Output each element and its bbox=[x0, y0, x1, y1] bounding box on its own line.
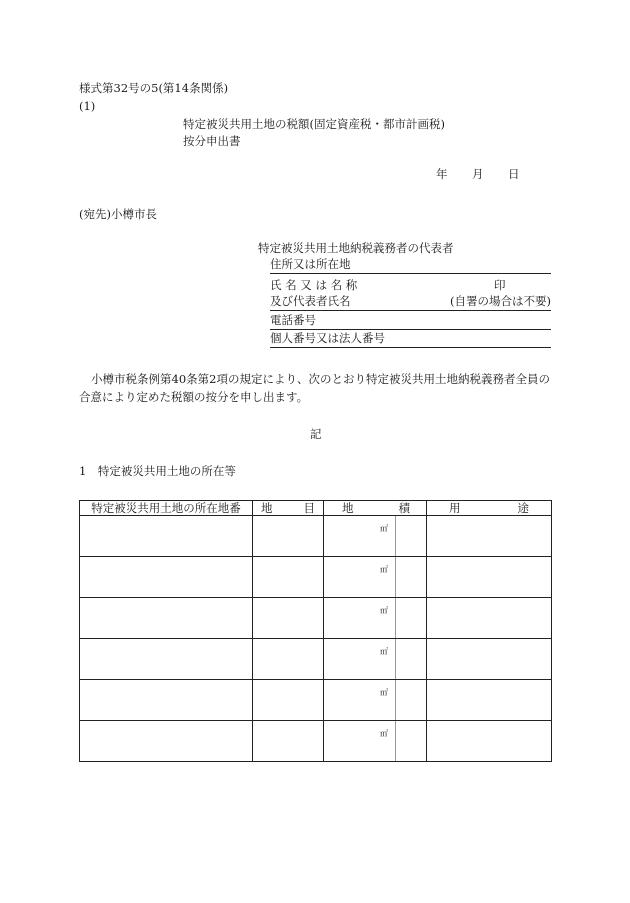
area-unit: ㎡ bbox=[380, 729, 388, 738]
header-use-b: 途 bbox=[517, 501, 529, 515]
area-fraction-cell[interactable] bbox=[396, 721, 427, 762]
addressee: (宛先)小樽市長 bbox=[79, 207, 157, 221]
land-table bbox=[79, 500, 552, 762]
chimoku-cell[interactable] bbox=[253, 721, 324, 762]
date-year: 年 bbox=[436, 167, 448, 181]
area-fraction-cell[interactable] bbox=[396, 680, 427, 721]
item-number: (1) bbox=[79, 99, 96, 113]
table-row bbox=[80, 598, 552, 639]
table-row bbox=[80, 639, 552, 680]
section1-title: 1 特定被災共用土地の所在等 bbox=[79, 464, 236, 478]
area-unit: ㎡ bbox=[380, 688, 388, 697]
location-cell[interactable] bbox=[80, 639, 253, 680]
phone-field[interactable] bbox=[270, 315, 551, 330]
table-row bbox=[80, 721, 552, 762]
area-unit: ㎡ bbox=[380, 647, 388, 656]
header-chimoku-a: 地 bbox=[261, 501, 273, 515]
area-fraction-cell[interactable] bbox=[396, 557, 427, 598]
form-title-line1: 特定被災共用土地の税額(固定資産税・都市計画税) bbox=[183, 117, 445, 131]
signature-note: (自署の場合は不要) bbox=[450, 294, 551, 308]
header-area-b: 積 bbox=[398, 501, 410, 515]
area-fraction-cell[interactable] bbox=[396, 639, 427, 680]
name-label: 氏 名 又 は 名 称 bbox=[270, 278, 358, 292]
id-number-label: 個人番号又は法人番号 bbox=[270, 331, 385, 345]
table-header-row bbox=[80, 501, 552, 516]
chimoku-cell[interactable] bbox=[253, 516, 324, 557]
date-day: 日 bbox=[508, 167, 520, 181]
area-unit: ㎡ bbox=[380, 565, 388, 574]
address-label: 住所又は所在地 bbox=[270, 257, 351, 271]
area-fraction-cell[interactable] bbox=[396, 598, 427, 639]
area-cell[interactable] bbox=[324, 639, 396, 680]
chimoku-cell[interactable] bbox=[253, 680, 324, 721]
area-cell[interactable] bbox=[324, 516, 396, 557]
use-cell[interactable] bbox=[427, 516, 552, 557]
use-cell[interactable] bbox=[427, 557, 552, 598]
id-number-field[interactable] bbox=[270, 333, 551, 348]
representative-heading: 特定被災共用土地納税義務者の代表者 bbox=[258, 241, 454, 255]
header-use-a: 用 bbox=[449, 501, 461, 515]
table-row bbox=[80, 516, 552, 557]
address-field[interactable] bbox=[270, 259, 551, 274]
phone-label: 電話番号 bbox=[270, 313, 316, 327]
location-cell[interactable] bbox=[80, 680, 253, 721]
location-cell[interactable] bbox=[80, 557, 253, 598]
table-row bbox=[80, 557, 552, 598]
chimoku-cell[interactable] bbox=[253, 639, 324, 680]
area-cell[interactable] bbox=[324, 598, 396, 639]
chimoku-cell[interactable] bbox=[253, 557, 324, 598]
use-cell[interactable] bbox=[427, 598, 552, 639]
location-cell[interactable] bbox=[80, 598, 253, 639]
form-number: 様式第32号の5(第14条関係) bbox=[79, 81, 229, 95]
header-chimoku-b: 目 bbox=[303, 501, 315, 515]
area-cell[interactable] bbox=[324, 721, 396, 762]
area-unit: ㎡ bbox=[380, 606, 388, 615]
seal-mark: 印 bbox=[494, 278, 506, 292]
area-fraction-cell[interactable] bbox=[396, 516, 427, 557]
header-area bbox=[324, 501, 427, 516]
header-location: 特定被災共用土地の所在地番 bbox=[80, 501, 253, 516]
form-title-line2: 按分申出書 bbox=[183, 134, 241, 148]
rep-name-field[interactable] bbox=[270, 296, 551, 311]
area-unit: ㎡ bbox=[380, 524, 388, 533]
date-month: 月 bbox=[472, 167, 484, 181]
use-cell[interactable] bbox=[427, 639, 552, 680]
area-cell[interactable] bbox=[324, 557, 396, 598]
header-chimoku bbox=[253, 501, 324, 516]
chimoku-cell[interactable] bbox=[253, 598, 324, 639]
area-cell[interactable] bbox=[324, 680, 396, 721]
ki-notation: 記 bbox=[310, 427, 322, 441]
table-row bbox=[80, 680, 552, 721]
location-cell[interactable] bbox=[80, 516, 253, 557]
header-use bbox=[427, 501, 552, 516]
body-text-line1: 小樽市税条例第40条第2項の規定により、次のとおり特定被災共用土地納税義務者全員の bbox=[91, 372, 550, 386]
use-cell[interactable] bbox=[427, 721, 552, 762]
header-area-a: 地 bbox=[342, 501, 354, 515]
use-cell[interactable] bbox=[427, 680, 552, 721]
rep-name-label: 及び代表者氏名 bbox=[270, 294, 351, 308]
body-text-line2: 合意により定めた税額の按分を申し出ます。 bbox=[79, 390, 309, 404]
location-cell[interactable] bbox=[80, 721, 253, 762]
